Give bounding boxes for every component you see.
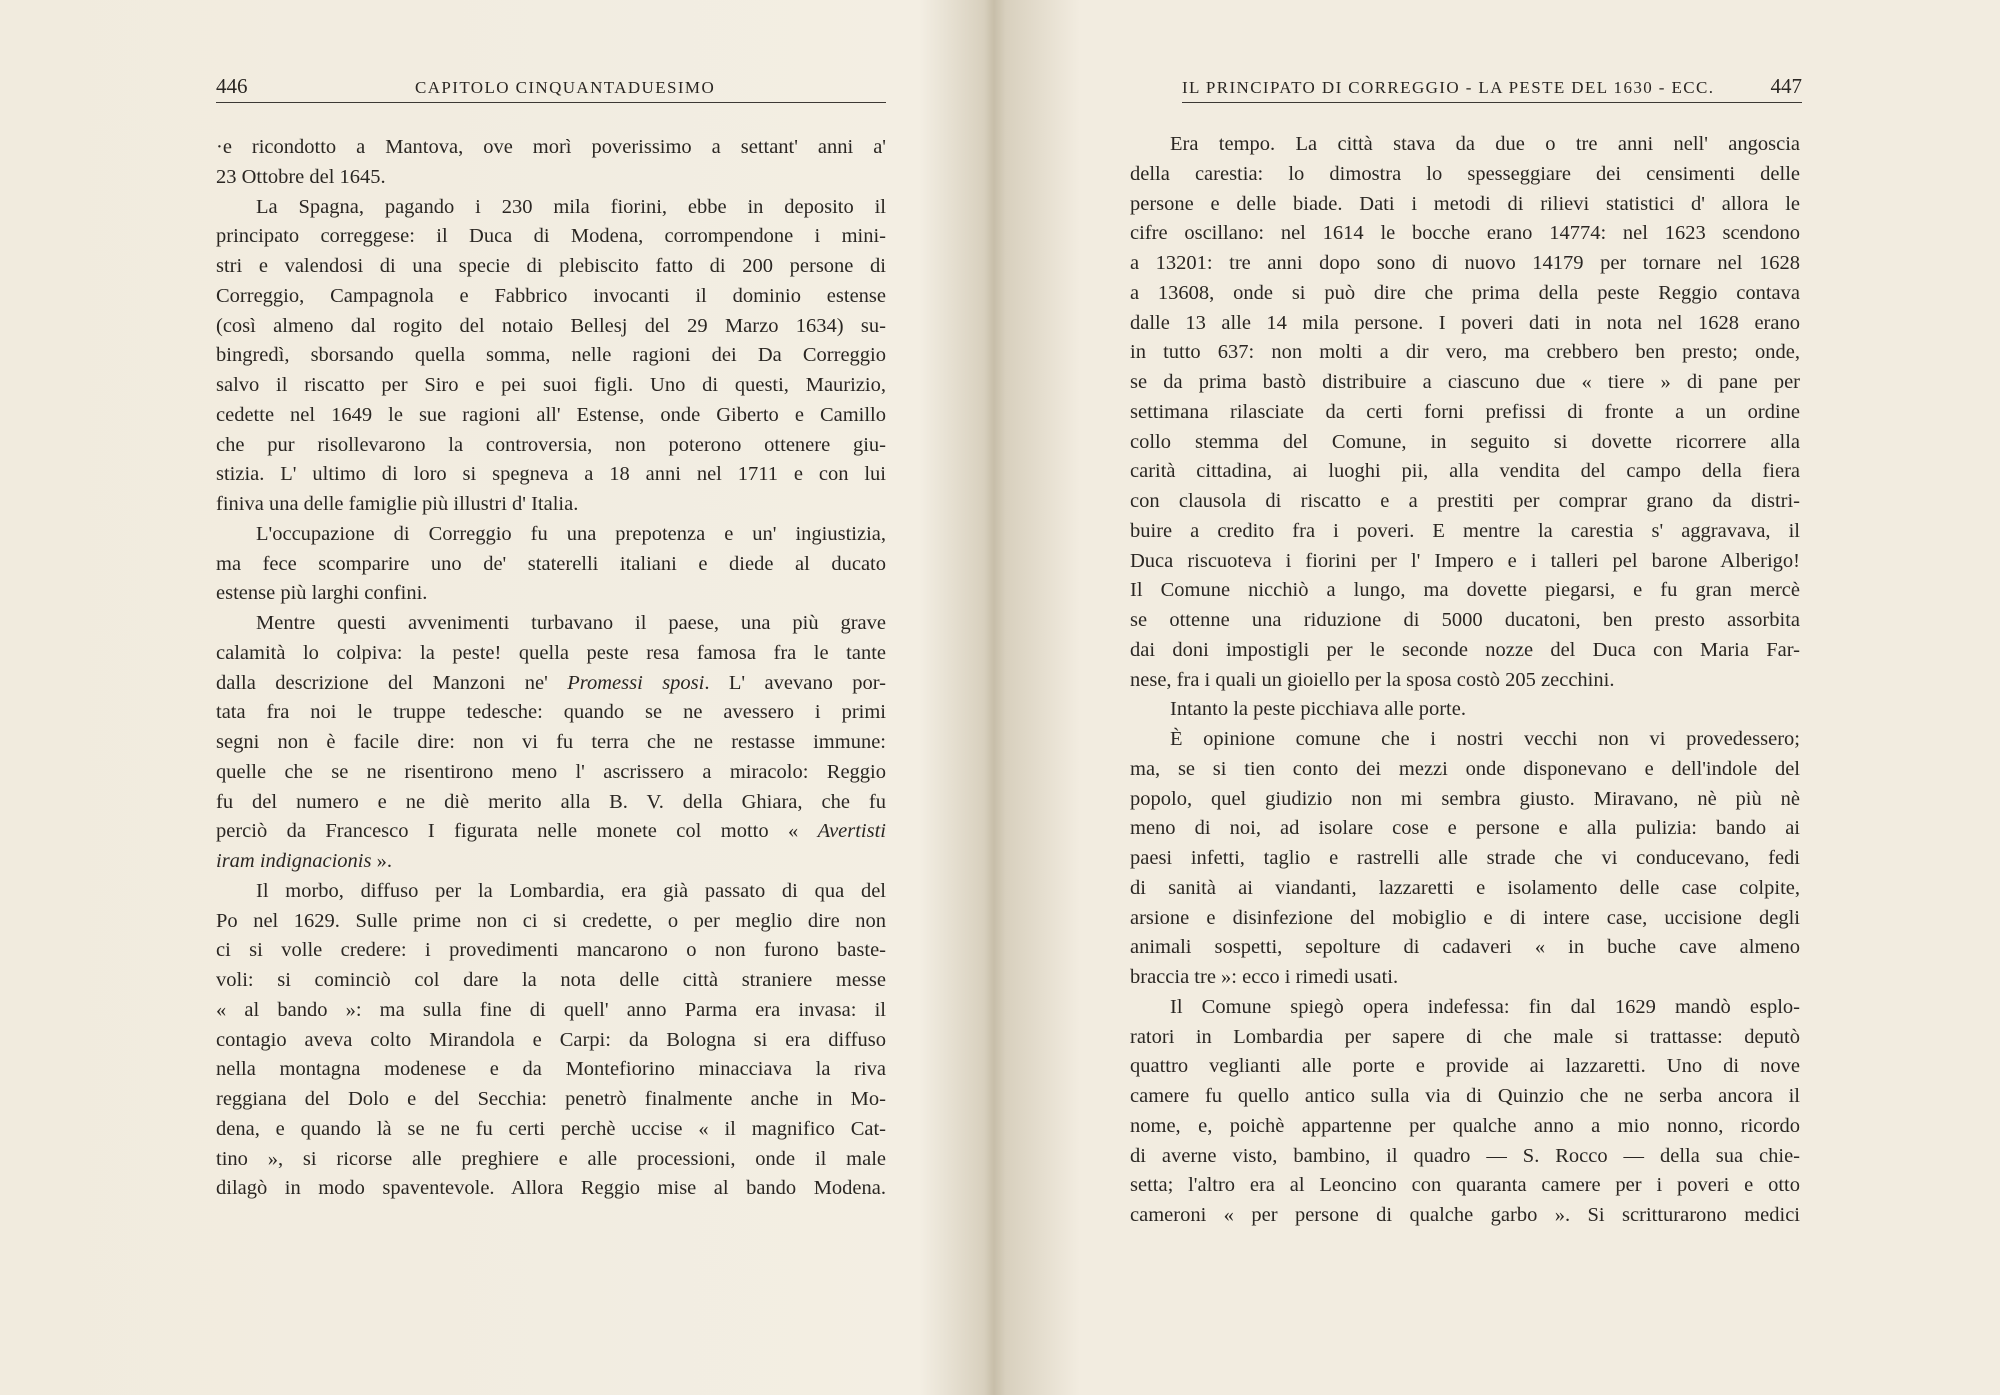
- text-line: ·e ricondotto a Mantova, ove morì poverissimo a settant' anni a': [216, 136, 886, 158]
- text-line: contagio aveva colto Mirandola e Carpi: da Bologna si era diffuso: [216, 1028, 886, 1051]
- text-line: « al bando »: ma sulla fine di quell' anno Parma era invasa: il: [216, 998, 886, 1021]
- text-line: se da prima bastò distribuire a ciascuno due « tiere » di pane per: [1130, 371, 1800, 393]
- text-line: arsione e disinfezione del mobiglio e di intere case, uccisione degli: [1130, 906, 1800, 929]
- text-line: dai doni impostigli per le seconde nozze del Duca con Maria Far-: [1130, 638, 1800, 661]
- text-line: Correggio, Campagnola e Fabbrico invocanti il dominio estense: [216, 284, 886, 307]
- text-line: cameroni « per persone di qualche garbo ». Si scritturarono medici: [1130, 1204, 1800, 1226]
- text-line: Il Comune spiegò opera indefessa: fin dal 1629 mandò esplo-: [1170, 995, 1800, 1018]
- running-head: CAPITOLO CINQUANTADUESIMO: [415, 78, 716, 97]
- text-line: Intanto la peste picchiava alle porte.: [1170, 698, 1466, 721]
- text-line: con clausola di riscatto e a prestiti per comprar grano da distri-: [1130, 490, 1800, 512]
- text-line: cedette nel 1649 le sue ragioni all' Estense, onde Giberto e Camillo: [216, 403, 886, 426]
- text-line: principato correggese: il Duca di Modena, corrompendone i mini-: [216, 225, 886, 248]
- text-line: Era tempo. La città stava da due o tre anni nell' angoscia: [1170, 133, 1800, 155]
- text-line: camere fu quello antico sulla via di Quinzio che ne serba ancora il: [1130, 1085, 1800, 1107]
- text-line: in tutto 637: non molti a dir vero, ma crebbero ben presto; onde,: [1130, 341, 1800, 364]
- text-line: della carestia: lo dimostra lo spesseggiare dei censimenti delle: [1130, 162, 1800, 185]
- text-line: nese, fra i quali un gioiello per la sposa costò 205 zecchini.: [1130, 668, 1615, 691]
- text-line: voli: si cominciò col dare la nota delle città straniere messe: [216, 969, 886, 991]
- text-line: paesi infetti, taglio e rastrelli alle strade che vi conducevano, fedi: [1130, 847, 1800, 869]
- text-line: braccia tre »: ecco i rimedi usati.: [1130, 966, 1399, 988]
- italic-text: Promessi sposi: [567, 671, 705, 694]
- text-line: calamità lo colpiva: la peste! quella peste resa famosa fra le tante: [216, 641, 886, 664]
- text-line: tino », si ricorse alle preghiere e alle processioni, onde il male: [216, 1147, 886, 1170]
- text-line: cifre oscillano: nel 1614 le bocche erano 14774: nel 1623 scendono: [1130, 222, 1800, 245]
- text-line: Il morbo, diffuso per la Lombardia, era già passato di qua del: [256, 879, 886, 902]
- text-line: dilagò in modo spaventevole. Allora Reggio mise al bando Modena.: [216, 1177, 886, 1200]
- page-number: 446: [216, 74, 248, 98]
- running-head: IL PRINCIPATO DI CORREGGIO - LA PESTE DEL 1630 - ECC.: [1182, 78, 1715, 97]
- text-line: ci si volle credere: i provedimenti mancarono o non furono baste-: [216, 939, 886, 962]
- text-line: a 13608, onde si può dire che prima della peste Reggio contava: [1130, 281, 1800, 304]
- text-line: ma, se si tien conto dei mezzi onde disponevano e dell'indole del: [1130, 757, 1800, 780]
- text-line: settimana rilasciate da certi forni prefissi di fronte a un ordine: [1130, 400, 1800, 423]
- text-line: quelle che se ne risentirono meno l' ascrissero a miracolo: Reggio: [216, 760, 886, 783]
- text-line: stizia. L' ultimo di loro si spegneva a 18 anni nel 1711 e con lui: [216, 463, 886, 486]
- text-line: dalla descrizione del Manzoni ne' Promessi sposi. L' avevano por-: [216, 671, 886, 694]
- left-page-text: [216, 133, 886, 1204]
- left-page-header: [216, 70, 886, 103]
- text-line: Po nel 1629. Sulle prime non ci si credette, o per meglio dire non: [216, 909, 886, 932]
- page-number: 447: [1770, 74, 1802, 98]
- text-line: ma fece scomparire uno de' staterelli italiani e diede al ducato: [216, 552, 886, 575]
- text-line: L'occupazione di Correggio fu una prepotenza e un' ingiustizia,: [256, 522, 886, 545]
- text-line: che pur risollevarono la controversia, non poterono ottenere giu-: [216, 433, 886, 456]
- text-line: carità cittadina, ai luoghi pii, alla vendita del campo della fiera: [1130, 460, 1800, 483]
- text-line: stri e valendosi di una specie di plebiscito fatto di 200 persone di: [216, 255, 886, 277]
- text-line: estense più larghi confini.: [216, 582, 428, 605]
- text-line: finiva una delle famiglie più illustri d' Italia.: [216, 493, 579, 515]
- text-line: animali sospetti, sepolture di cadaveri « in buche cave almeno: [1130, 936, 1800, 959]
- text-line: fu del numero e ne diè merito alla B. V. della Ghiara, che fu: [216, 790, 886, 813]
- right-page-text: [1130, 130, 1800, 1231]
- text-line: dena, e quando là se ne fu certi perchè uccise « il magnifico Cat-: [216, 1117, 886, 1140]
- text-line: setta; l'altro era al Leoncino con quaranta camere per i poveri e otto: [1130, 1174, 1800, 1197]
- italic-text: Avertisti: [817, 820, 886, 843]
- text-line: persone e delle biade. Dati i metodi di rilievi statistici d' allora le: [1130, 192, 1800, 215]
- text-line: tata fra noi le truppe tedesche: quando se ne avessero i primi: [216, 701, 886, 724]
- text-line: dalle 13 alle 14 mila persone. I poveri dati in nota nel 1628 erano: [1130, 311, 1800, 334]
- text-line: La Spagna, pagando i 230 mila fiorini, ebbe in deposito il: [256, 195, 886, 218]
- right-page: [1000, 0, 2000, 1395]
- text-line: popolo, quel giudizio non mi sembra giusto. Miravano, nè più nè: [1130, 787, 1800, 810]
- text-line: buire a credito fra i poveri. E mentre la carestia s' aggravava, il: [1130, 519, 1800, 542]
- text-line: (così almeno dal rogito del notaio Bellesj del 29 Marzo 1634) su-: [216, 314, 886, 337]
- text-line: nome, e, poichè appartenne per qualche anno a mio nonno, ricordo: [1130, 1114, 1800, 1137]
- text-line: È opinione comune che i nostri vecchi non vi provedessero;: [1170, 728, 1800, 750]
- text-line: quattro veglianti alle porte e provide ai lazzaretti. Uno di nove: [1130, 1055, 1800, 1078]
- text-line: Il Comune nicchiò a lungo, ma dovette piegarsi, e fu gran mercè: [1130, 579, 1800, 602]
- text-line: iram indignacionis ».: [216, 850, 392, 872]
- text-line: Duca riscuoteva i fiorini per l' Impero e i talleri pel barone Alberigo!: [1130, 549, 1800, 572]
- italic-text: iram indignacionis: [216, 850, 372, 872]
- text-line: bingredì, sborsando quella somma, nelle ragioni dei Da Correggio: [216, 344, 886, 367]
- text-line: ratori in Lombardia per sapere di che male si trattasse: deputò: [1130, 1025, 1800, 1048]
- text-line: se ottenne una riduzione di 5000 ducatoni, ben presto assorbita: [1130, 609, 1800, 631]
- text-line: salvo il riscatto per Siro e pei suoi figli. Uno di questi, Maurizio,: [216, 374, 886, 396]
- text-line: di sanità ai viandanti, lazzaretti e isolamento delle case colpite,: [1130, 876, 1800, 899]
- right-page-header: [1182, 70, 1802, 103]
- text-line: reggiana del Dolo e del Secchia: penetrò finalmente anche in Mo-: [216, 1088, 886, 1110]
- text-line: segni non è facile dire: non vi fu terra che ne restasse immune:: [216, 731, 886, 753]
- text-line: 23 Ottobre del 1645.: [216, 165, 386, 188]
- text-line: di averne visto, bambino, il quadro — S. Rocco — della sua chie-: [1130, 1144, 1800, 1167]
- text-line: collo stemma del Comune, in seguito si dovette ricorrere alla: [1130, 430, 1800, 453]
- text-line: perciò da Francesco I figurata nelle monete col motto « Avertisti: [216, 820, 886, 843]
- text-line: nella montagna modenese e da Montefiorino minacciava la riva: [216, 1058, 886, 1081]
- text-line: meno di noi, ad isolare cose e persone e alla pulizia: bando ai: [1130, 817, 1800, 840]
- text-line: a 13201: tre anni dopo sono di nuovo 14179 per tornare nel 1628: [1130, 252, 1800, 274]
- text-line: Mentre questi avvenimenti turbavano il paese, una più grave: [256, 612, 886, 634]
